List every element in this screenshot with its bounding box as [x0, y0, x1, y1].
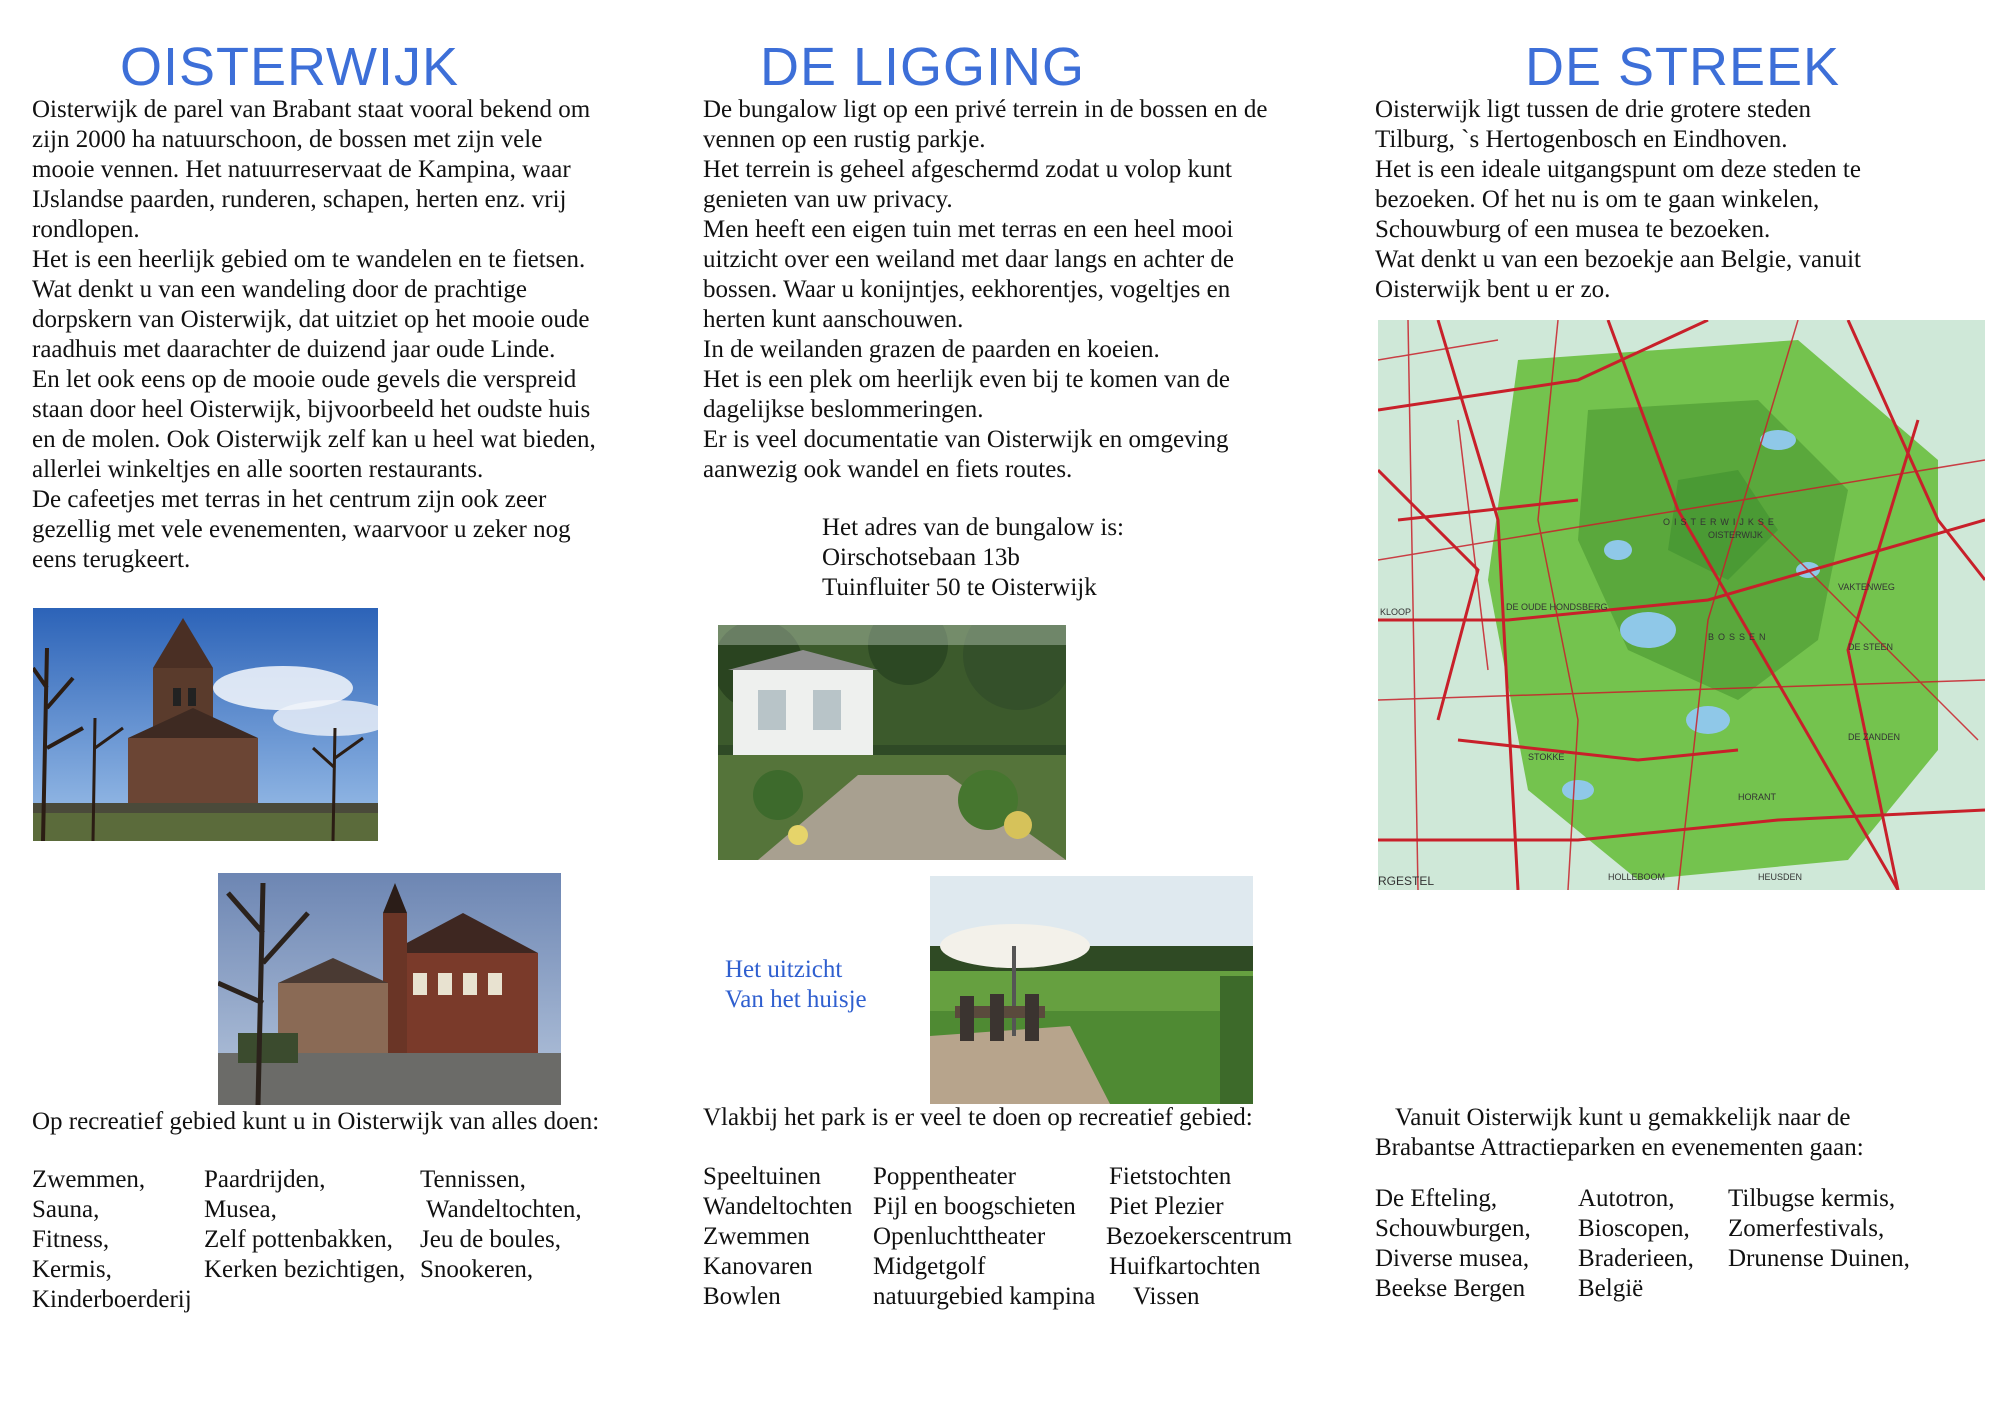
- col1-intro-line: allerlei winkeltjes en alle soorten restaurants.: [32, 456, 484, 483]
- col1-intro-line: De cafeetjes met terras in het centrum zijn ook zeer: [32, 486, 547, 513]
- activity-item: Bowlen: [703, 1283, 781, 1310]
- activity-item: Bezoekerscentrum: [1106, 1223, 1293, 1250]
- col2-activities-grid: [703, 1162, 1343, 1322]
- map-label: OISTERWIJK: [1708, 530, 1763, 540]
- col3-intro-line: Tilburg, `s Hertogenbosch en Eindhoven.: [1375, 126, 1788, 153]
- activity-item: Zelf pottenbakken,: [204, 1226, 393, 1253]
- address-line: Oirschotsebaan 13b: [822, 544, 1020, 571]
- activity-item: Kermis,: [32, 1256, 112, 1283]
- map-label: RGESTEL: [1378, 874, 1435, 888]
- col2-intro-line: aanwezig ook wandel en fiets routes.: [703, 456, 1073, 483]
- col2-intro-line: Er is veel documentatie van Oisterwijk en omgeving: [703, 426, 1229, 453]
- bungalow-address: [822, 513, 1124, 603]
- col1-activities-col-1: [32, 1165, 192, 1315]
- col2-intro-line: herten kunt aanschouwen.: [703, 306, 964, 333]
- col3-title: DE STREEK: [1525, 37, 1841, 97]
- col2-activities-col-3: [1106, 1162, 1293, 1312]
- activity-item: Poppentheater: [873, 1163, 1017, 1190]
- park-item: België: [1578, 1275, 1644, 1302]
- activity-item: Midgetgolf: [873, 1253, 986, 1280]
- address-line: Tuinfluiter 50 te Oisterwijk: [822, 574, 1097, 601]
- col1-intro-line: rondlopen.: [32, 216, 140, 243]
- park-item: Tilbugse kermis,: [1728, 1185, 1896, 1212]
- park-item: Bioscopen,: [1578, 1215, 1690, 1242]
- activity-item: Piet Plezier: [1109, 1193, 1224, 1220]
- park-item: Braderieen,: [1578, 1245, 1694, 1272]
- activity-item: Snookeren,: [420, 1256, 534, 1283]
- map-label: DE OUDE HONDSBERG: [1506, 602, 1608, 612]
- col2-intro-line: In de weilanden grazen de paarden en koeien.: [703, 336, 1160, 363]
- caption-line: Van het huisje: [725, 986, 867, 1013]
- col3-intro: [1375, 95, 1975, 305]
- col1-intro-line: gezellig met vele evenementen, waarvoor u zeker nog: [32, 516, 571, 543]
- col2-intro-line: Het is een plek om heerlijk even bij te komen van de: [703, 366, 1230, 393]
- park-item: Zomerfestivals,: [1728, 1215, 1885, 1242]
- col1-activities-grid: [32, 1165, 672, 1325]
- col2-intro: [703, 95, 1323, 485]
- col1-activities-heading: [32, 1107, 599, 1137]
- activity-item: Huifkartochten: [1109, 1253, 1261, 1280]
- col1-activities-heading-text: Op recreatief gebied kunt u in Oisterwijk van alles doen:: [32, 1108, 600, 1135]
- col2-intro-line: uitzicht over een weiland met daar langs en achter de: [703, 246, 1235, 273]
- park-item: Schouwburgen,: [1375, 1215, 1531, 1242]
- map-label: STOKKE: [1528, 752, 1565, 762]
- col1-title: OISTERWIJK: [120, 37, 460, 97]
- col2-activities-col-1: [703, 1162, 852, 1312]
- col2-activities-heading-text: Vlakbij het park is er veel te doen op recreatief gebied:: [703, 1104, 1253, 1131]
- activity-item: Kinderboerderij: [32, 1286, 192, 1313]
- parks-heading-line: Brabantse Attractieparken en evenementen gaan:: [1375, 1134, 1864, 1161]
- col3-parks-heading: [1375, 1103, 1864, 1163]
- col2-intro-line: vennen op een rustig parkje.: [703, 126, 986, 153]
- garden-view-photo: [930, 876, 1253, 1104]
- col3-intro-line: Schouwburg of een musea te bezoeken.: [1375, 216, 1771, 243]
- activity-item: Musea,: [204, 1196, 277, 1223]
- activity-item: Vissen: [1133, 1283, 1200, 1310]
- col2-title: DE LIGGING: [760, 37, 1086, 97]
- parks-heading-line: Vanuit Oisterwijk kunt u gemakkelijk naar de: [1395, 1104, 1851, 1131]
- park-item: Autotron,: [1578, 1185, 1675, 1212]
- col2-intro-line: Het terrein is geheel afgeschermd zodat u volop kunt: [703, 156, 1232, 183]
- view-caption: [725, 955, 867, 1015]
- caption-line: Het uitzicht: [725, 956, 843, 983]
- col1-intro-line: Het is een heerlijk gebied om te wandelen en te fietsen.: [32, 246, 586, 273]
- map-label: BOSSEN: [1708, 632, 1770, 642]
- map-label: OISTERWIJKSE: [1663, 517, 1778, 527]
- activity-item: Pijl en boogschieten: [873, 1193, 1076, 1220]
- activity-item: Openluchttheater: [873, 1223, 1046, 1250]
- activity-item: natuurgebied kampina: [873, 1283, 1096, 1310]
- col3-parks-col-1: [1375, 1184, 1531, 1304]
- activity-item: Sauna,: [32, 1196, 100, 1223]
- col1-intro-line: zijn 2000 ha natuurschoon, de bossen met zijn vele: [32, 126, 543, 153]
- map-label: HEUSDEN: [1758, 872, 1803, 882]
- col1-activities-col-3: [420, 1165, 582, 1285]
- activity-item: Wandeltochten: [703, 1193, 853, 1220]
- col3-intro-line: Wat denkt u van een bezoekje aan Belgie, vanuit: [1375, 246, 1861, 273]
- park-item: Beekse Bergen: [1375, 1275, 1526, 1302]
- col3-parks-grid: [1375, 1184, 1975, 1314]
- col1-intro: [32, 95, 682, 575]
- activity-item: Speeltuinen: [703, 1163, 822, 1190]
- activity-item: Paardrijden,: [204, 1166, 326, 1193]
- col1-intro-line: Oisterwijk de parel van Brabant staat vooral bekend om: [32, 96, 591, 123]
- col1-intro-line: eens terugkeert.: [32, 546, 191, 573]
- col2-intro-line: bossen. Waar u konijntjes, eekhorentjes, vogeltjes en: [703, 276, 1231, 303]
- col1-intro-line: en de molen. Ook Oisterwijk zelf kan u heel wat bieden,: [32, 426, 596, 453]
- col2-intro-line: dagelijkse beslommeringen.: [703, 396, 984, 423]
- col3-parks-col-3: [1728, 1184, 1910, 1274]
- col2-activities-heading: [703, 1103, 1253, 1133]
- park-item: Diverse musea,: [1375, 1245, 1530, 1272]
- map-label: DE STEEN: [1848, 642, 1894, 652]
- col3-intro-line: Oisterwijk ligt tussen de drie grotere steden: [1375, 96, 1811, 123]
- col1-activities-col-2: [204, 1165, 405, 1285]
- activity-item: Tennissen,: [420, 1166, 526, 1193]
- col1-intro-line: raadhuis met daarachter de duizend jaar oude Linde.: [32, 336, 556, 363]
- park-item: De Efteling,: [1375, 1185, 1498, 1212]
- town-hall-photo: [218, 873, 561, 1105]
- activity-item: Wandeltochten,: [426, 1196, 582, 1223]
- activity-item: Fietstochten: [1109, 1163, 1232, 1190]
- col3-intro-line: Oisterwijk bent u er zo.: [1375, 276, 1611, 303]
- col3-intro-line: Het is een ideale uitgangspunt om deze steden te: [1375, 156, 1861, 183]
- activity-item: Kerken bezichtigen,: [204, 1256, 406, 1283]
- col2-intro-line: Men heeft een eigen tuin met terras en een heel mooi: [703, 216, 1234, 243]
- col2-intro-line: De bungalow ligt op een privé terrein in de bossen en de: [703, 96, 1268, 123]
- activity-item: Jeu de boules,: [420, 1226, 561, 1253]
- activity-item: Zwemmen,: [32, 1166, 146, 1193]
- park-item: Drunense Duinen,: [1728, 1245, 1910, 1272]
- activity-item: Fitness,: [32, 1226, 110, 1253]
- map-label: HORANT: [1738, 792, 1776, 802]
- bungalow-photo: [718, 625, 1066, 860]
- col1-intro-line: staan door heel Oisterwijk, bijvoorbeeld het oudste huis: [32, 396, 591, 423]
- map-label: HOLLEBOOM: [1608, 872, 1666, 882]
- col1-intro-line: dorpskern van Oisterwijk, dat uitziet op het mooie oude: [32, 306, 590, 333]
- col1-intro-line: Wat denkt u van een wandeling door de prachtige: [32, 276, 528, 303]
- col1-intro-line: En let ook eens op de mooie oude gevels die verspreid: [32, 366, 577, 393]
- col2-intro-line: genieten van uw privacy.: [703, 186, 953, 213]
- col1-intro-line: mooie vennen. Het natuurreservaat de Kampina, waar: [32, 156, 571, 183]
- col3-intro-line: bezoeken. Of het nu is om te gaan winkelen,: [1375, 186, 1820, 213]
- address-line: Het adres van de bungalow is:: [822, 514, 1125, 541]
- map-label: KLOOP: [1380, 607, 1412, 617]
- activity-item: Zwemmen: [703, 1223, 810, 1250]
- region-map: [1378, 320, 1985, 890]
- col1-intro-line: IJslandse paarden, runderen, schapen, herten enz. vrij: [32, 186, 567, 213]
- map-label: VAKTENWEG: [1838, 582, 1895, 592]
- col2-activities-col-2: [873, 1162, 1095, 1312]
- church-photo: [33, 608, 378, 841]
- activity-item: Kanovaren: [703, 1253, 813, 1280]
- col3-parks-col-2: [1578, 1184, 1694, 1304]
- map-label: DE ZANDEN: [1848, 732, 1901, 742]
